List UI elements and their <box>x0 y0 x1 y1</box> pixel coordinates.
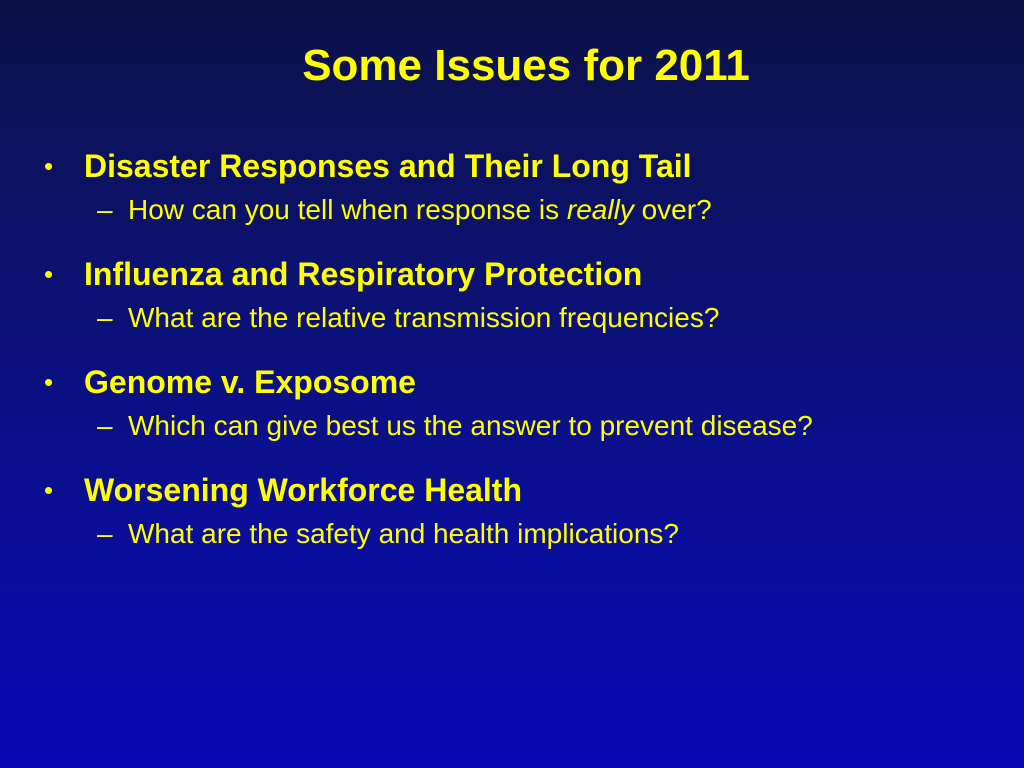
bullet-item-workforce-health <box>44 466 1004 514</box>
bullet-heading: Worsening Workforce Health <box>84 472 522 508</box>
sub-marker: – <box>97 518 113 549</box>
bullet-item-influenza <box>44 250 1004 298</box>
sub-marker: – <box>97 302 113 333</box>
sub-text-emphasis: really <box>566 194 634 225</box>
bullet-item-genome-exposome <box>44 358 1004 406</box>
sub-item-transmission <box>44 298 1004 338</box>
bullet-marker: • <box>44 475 54 505</box>
bullet-item-disaster-responses <box>44 142 1004 190</box>
sub-marker: – <box>97 410 113 441</box>
bullet-marker: • <box>44 367 54 397</box>
slide-title: Some Issues for 2011 <box>302 41 750 90</box>
sub-text: What are the relative transmission frequencies? <box>128 302 720 333</box>
bullet-heading: Influenza and Respiratory Protection <box>84 256 643 292</box>
sub-text: Which can give best us the answer to prevent disease? <box>128 410 813 441</box>
sub-item-response-over <box>44 190 1004 230</box>
sub-text-start: How can you tell when response is <box>128 194 567 225</box>
bullet-list <box>44 142 1004 574</box>
bullet-marker: • <box>44 259 54 289</box>
sub-item-implications <box>44 514 1004 554</box>
sub-text-end: over? <box>633 194 712 225</box>
bullet-heading: Disaster Responses and Their Long Tail <box>84 148 692 184</box>
sub-text: What are the safety and health implications? <box>128 518 679 549</box>
sub-marker: – <box>97 194 113 225</box>
bullet-heading: Genome v. Exposome <box>84 364 416 400</box>
sub-item-prevent-disease <box>44 406 1004 446</box>
bullet-marker: • <box>44 151 54 181</box>
